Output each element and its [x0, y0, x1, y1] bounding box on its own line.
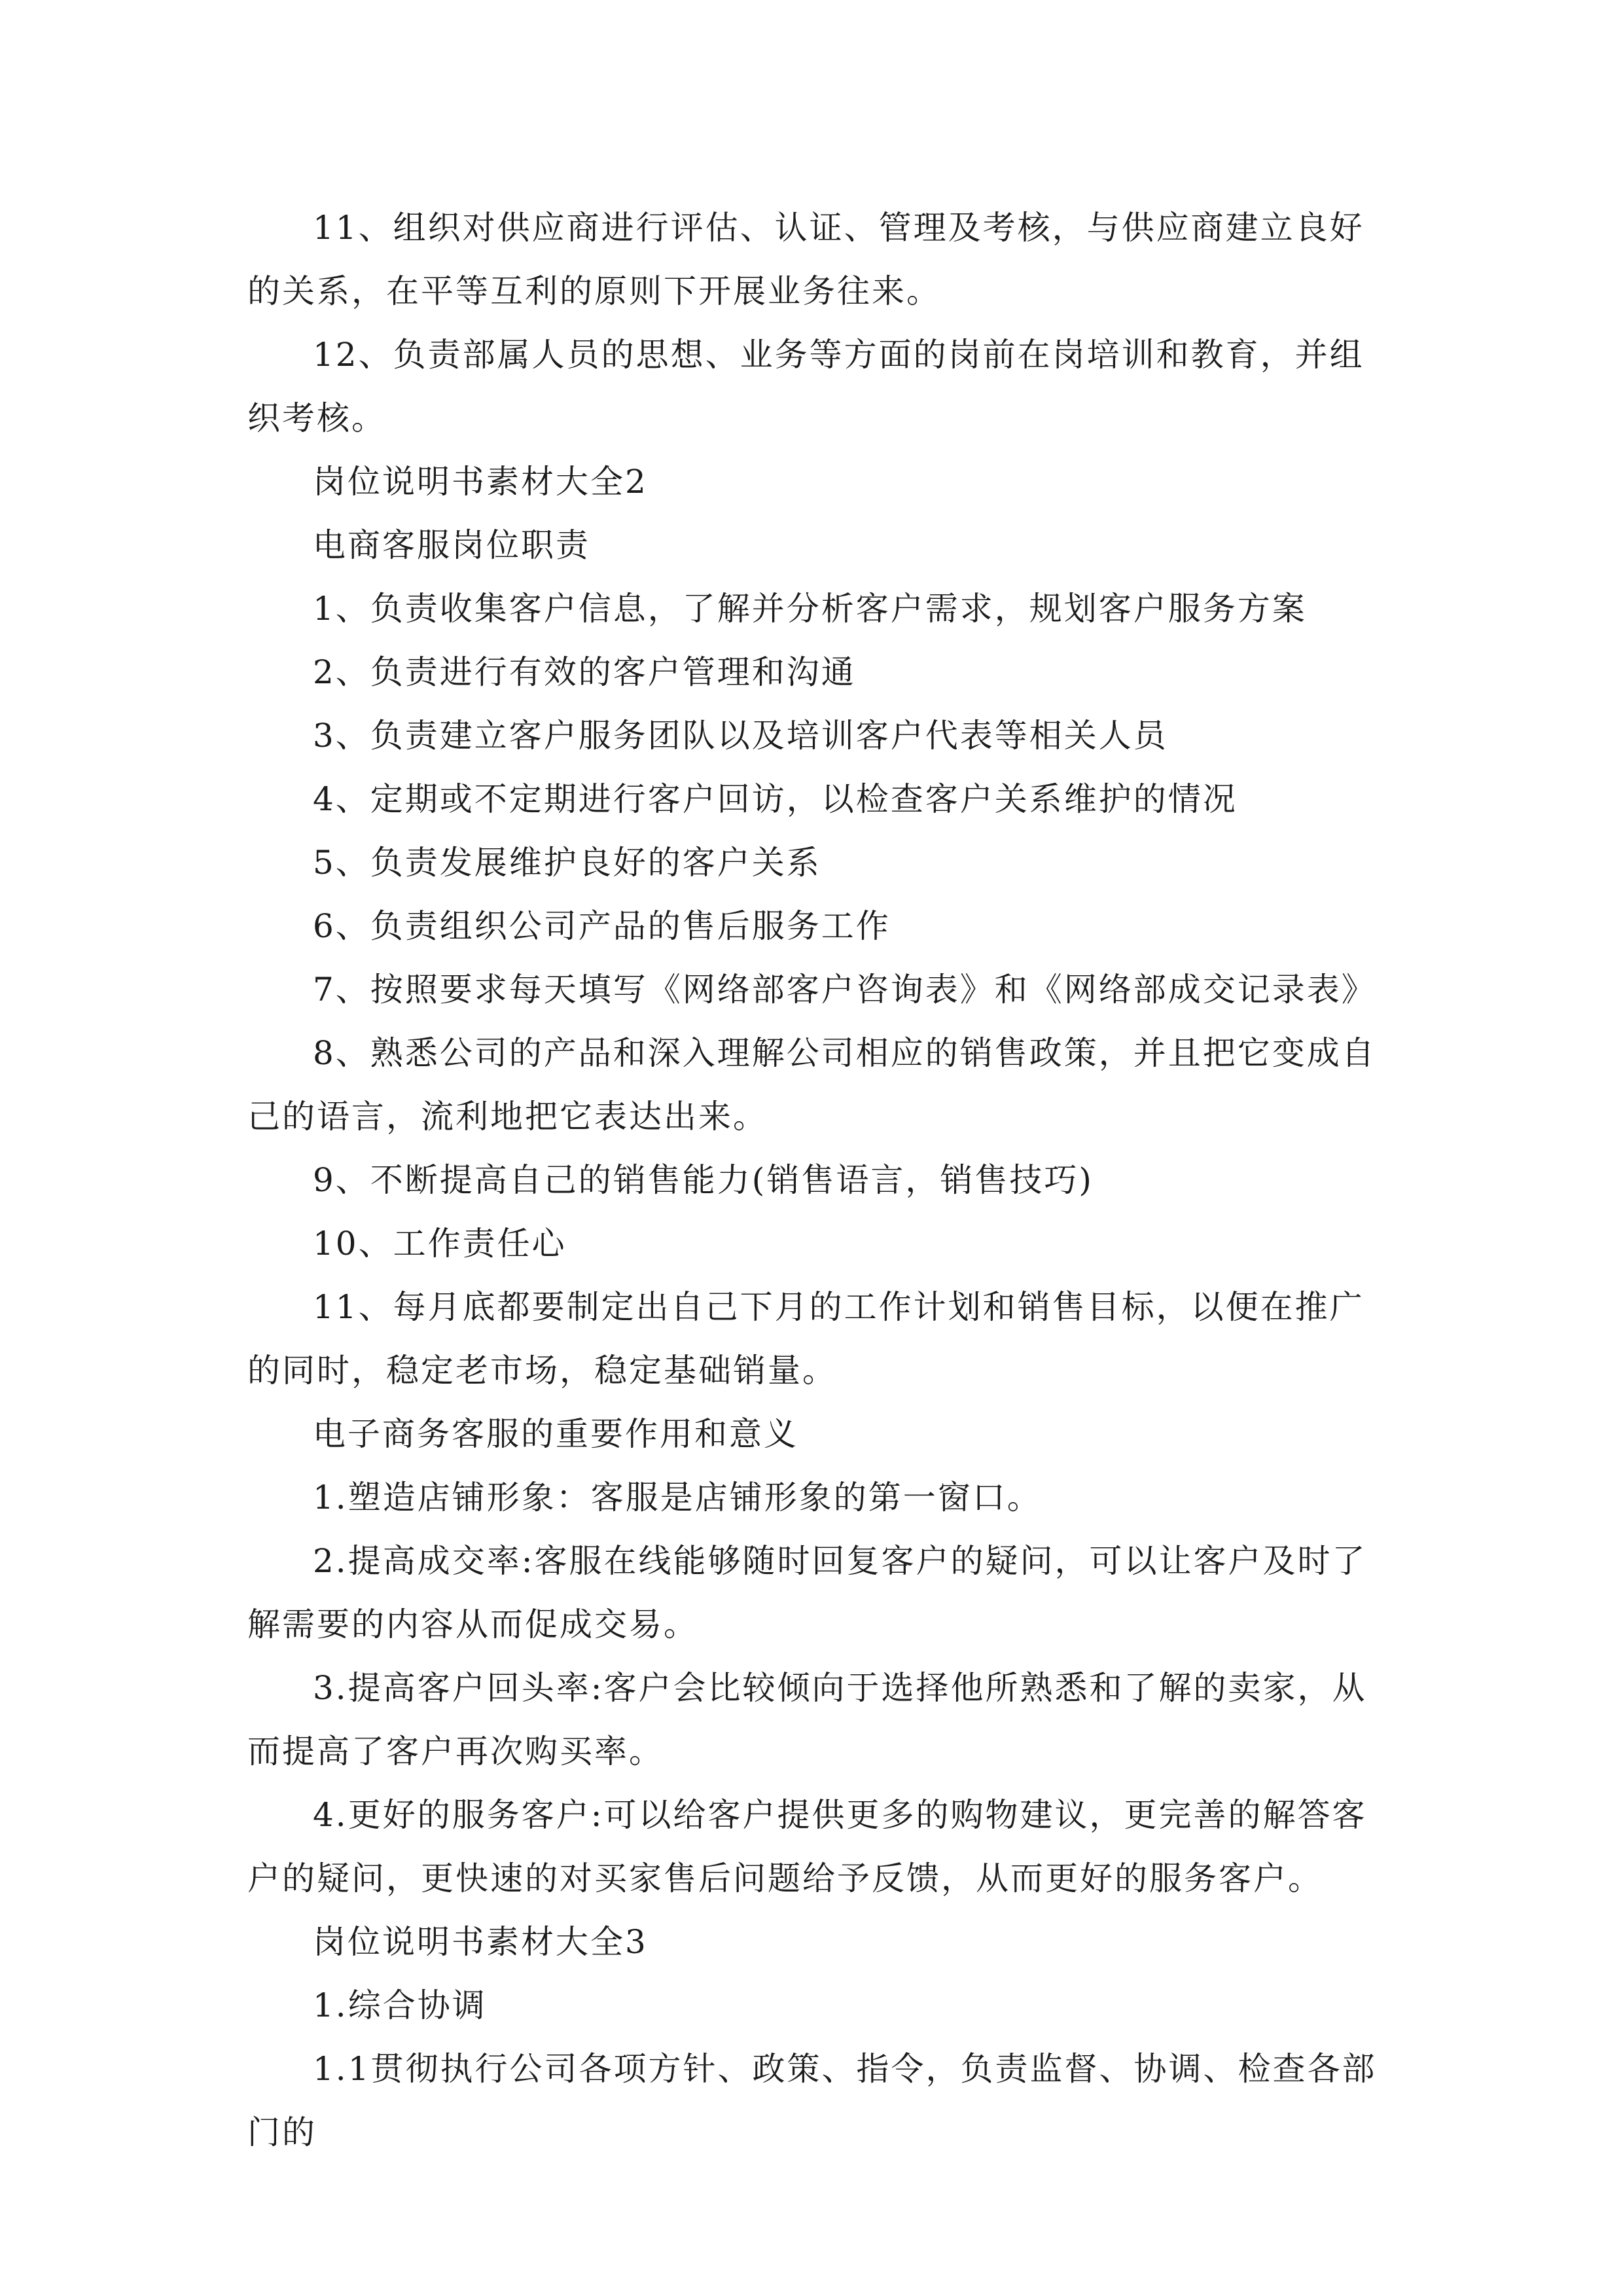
list-item: 7、按照要求每天填写《网络部客户咨询表》和《网络部成交记录表》 [313, 971, 1376, 1009]
list-item: 5、负责发展维护良好的客户关系 [313, 844, 821, 882]
list-item: 6、负责组织公司产品的售后服务工作 [313, 907, 891, 945]
subheading-ecommerce-cs-duties: 电商客服岗位职责 [313, 526, 590, 564]
list-item: 8、熟悉公司的产品和深入理解公司相应的销售政策，并且把它变成自己的语言，流利地把它表达出来。 [247, 1034, 1376, 1136]
subheading-importance: 电子商务客服的重要作用和意义 [313, 1415, 798, 1453]
paragraph-supplier-management: 11、组织对供应商进行评估、认证、管理及考核，与供应商建立良好的关系，在平等互利的原则下开展业务往来。 [247, 209, 1364, 310]
list-item: 2、负责进行有效的客户管理和沟通 [313, 653, 856, 691]
list-item: 1.塑造店铺形象：客服是店铺形象的第一窗口。 [313, 1479, 1042, 1516]
section-heading-3: 岗位说明书素材大全3 [313, 1923, 648, 1961]
list-item: 9、不断提高自己的销售能力(销售语言，销售技巧) [313, 1161, 1094, 1199]
list-item: 1、负责收集客户信息，了解并分析客户需求，规划客户服务方案 [313, 590, 1307, 628]
subheading-coordination: 1.综合协调 [313, 1986, 487, 2024]
list-item: 4.更好的服务客户:可以给客户提供更多的购物建议，更完善的解答客户的疑问，更快速的对买家售后问题给予反馈，从而更好的服务客户。 [247, 1796, 1367, 1897]
list-item: 3.提高客户回头率:客户会比较倾向于选择他所熟悉和了解的卖家，从而提高了客户再次购买率。 [247, 1669, 1367, 1770]
list-item: 11、每月底都要制定出自己下月的工作计划和销售目标，以便在推广的同时，稳定老市场，稳定基础销量。 [247, 1288, 1364, 1390]
list-item: 10、工作责任心 [313, 1225, 567, 1263]
list-item: 3、负责建立客户服务团队以及培训客户代表等相关人员 [313, 717, 1168, 755]
document-body [247, 196, 1386, 2164]
list-item: 4、定期或不定期进行客户回访，以检查客户关系维护的情况 [313, 780, 1238, 818]
section-heading-2: 岗位说明书素材大全2 [313, 463, 648, 501]
paragraph-staff-training: 12、负责部属人员的思想、业务等方面的岗前在岗培训和教育，并组织考核。 [247, 336, 1364, 437]
list-item: 2.提高成交率:客服在线能够随时回复客户的疑问，可以让客户及时了解需要的内容从而促成交易。 [247, 1542, 1367, 1643]
list-item: 1.1贯彻执行公司各项方针、政策、指令，负责监督、协调、检查各部门的 [247, 2050, 1377, 2151]
